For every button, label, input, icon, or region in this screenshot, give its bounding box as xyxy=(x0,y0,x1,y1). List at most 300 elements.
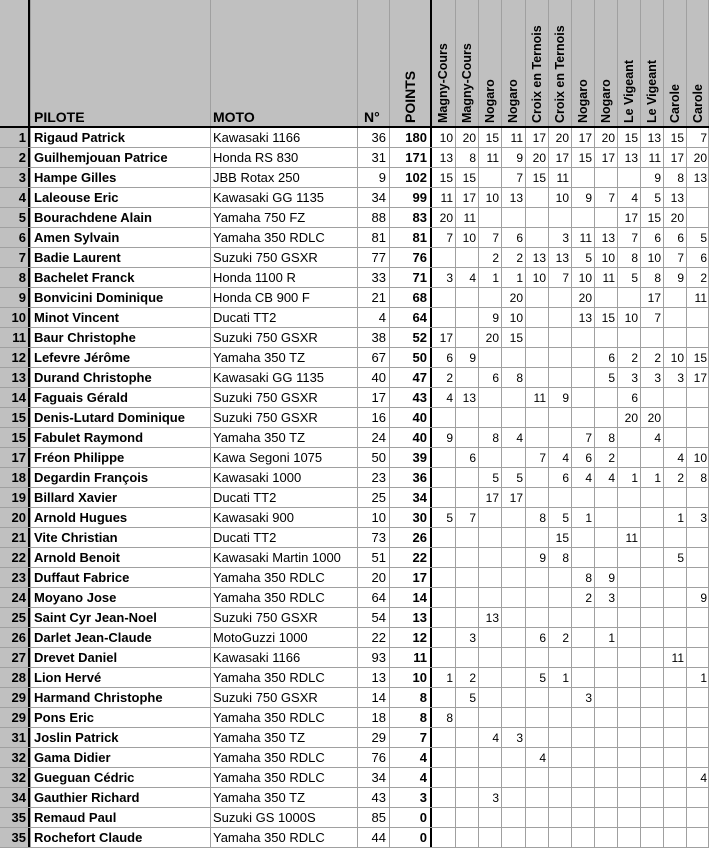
cell-race-7: 4 xyxy=(585,471,592,485)
cell-num: 23 xyxy=(371,470,386,485)
cell-race-6: 13 xyxy=(555,251,569,265)
cell-race-8: 5 xyxy=(608,371,615,385)
cell-race-5 xyxy=(525,768,548,788)
cell-race-3 xyxy=(478,668,501,688)
cell-race-8 xyxy=(594,668,617,688)
cell-race-11 xyxy=(663,288,686,308)
cell-pilote: Bonvicini Dominique xyxy=(34,290,164,305)
cell-race-5 xyxy=(525,708,548,728)
cell-race-1 xyxy=(431,788,455,808)
cell-race-1 xyxy=(431,688,455,708)
cell-race-12 xyxy=(686,328,709,348)
cell-rank: 10 xyxy=(11,310,26,325)
cell-race-1 xyxy=(431,468,455,488)
grid-hline xyxy=(0,387,709,388)
cell-points: 43 xyxy=(412,390,427,405)
cell-race-10 xyxy=(640,708,663,728)
cell-points: 99 xyxy=(412,190,427,205)
cell-rank: 4 xyxy=(18,190,26,205)
cell-race-4 xyxy=(501,508,525,528)
cell-race-6: 5 xyxy=(562,511,569,525)
cell-race-7: 8 xyxy=(585,571,592,585)
cell-points: 30 xyxy=(412,510,427,525)
cell-race-6 xyxy=(548,328,571,348)
cell-race-1: 8 xyxy=(446,711,453,725)
cell-race-11 xyxy=(663,568,686,588)
cell-race-8 xyxy=(594,748,617,768)
cell-num: 34 xyxy=(371,770,386,785)
cell-race-10 xyxy=(640,728,663,748)
cell-race-10: 8 xyxy=(654,271,661,285)
cell-race-10 xyxy=(640,688,663,708)
cell-pilote: Laleouse Eric xyxy=(34,190,119,205)
cell-rank: 3 xyxy=(18,170,26,185)
cell-race-8: 13 xyxy=(601,231,615,245)
cell-race-7 xyxy=(571,488,594,508)
cell-race-10 xyxy=(640,328,663,348)
cell-race-1 xyxy=(431,288,455,308)
cell-points: 14 xyxy=(412,590,427,605)
cell-points: 34 xyxy=(412,490,427,505)
cell-race-10: 7 xyxy=(654,311,661,325)
cell-race-6: 1 xyxy=(562,671,569,685)
cell-race-6 xyxy=(548,208,571,228)
cell-num: 25 xyxy=(371,490,386,505)
cell-race-8 xyxy=(594,708,617,728)
cell-race-4: 3 xyxy=(516,731,523,745)
cell-race-11: 3 xyxy=(677,371,684,385)
cell-race-5 xyxy=(525,828,548,848)
cell-pilote: Vite Christian xyxy=(34,530,118,545)
cell-race-7: 2 xyxy=(585,591,592,605)
cell-num: 31 xyxy=(371,150,386,165)
cell-race-2 xyxy=(455,288,478,308)
cell-race-11: 15 xyxy=(670,131,684,145)
cell-moto: Suzuki 750 GSXR xyxy=(213,410,318,425)
cell-race-9 xyxy=(617,508,640,528)
cell-race-9 xyxy=(617,668,640,688)
cell-race-7 xyxy=(571,728,594,748)
cell-race-3: 6 xyxy=(492,371,499,385)
cell-race-5 xyxy=(525,488,548,508)
cell-race-7: 11 xyxy=(579,231,592,245)
cell-rank: 12 xyxy=(11,350,26,365)
cell-race-1 xyxy=(431,548,455,568)
cell-race-6: 15 xyxy=(555,531,569,545)
cell-race-7: 10 xyxy=(578,271,592,285)
cell-rank: 18 xyxy=(11,470,26,485)
cell-race-4 xyxy=(501,808,525,828)
cell-race-5 xyxy=(525,208,548,228)
header-race-3: Nogaro xyxy=(483,79,497,123)
cell-race-12: 4 xyxy=(700,771,707,785)
cell-num: 34 xyxy=(371,190,386,205)
cell-race-4: 20 xyxy=(509,291,523,305)
cell-race-2 xyxy=(455,248,478,268)
cell-race-7 xyxy=(571,748,594,768)
cell-race-8: 8 xyxy=(608,431,615,445)
cell-race-1 xyxy=(431,248,455,268)
cell-points: 8 xyxy=(419,710,427,725)
cell-race-7 xyxy=(571,668,594,688)
cell-race-12 xyxy=(686,488,709,508)
cell-race-3 xyxy=(478,168,501,188)
cell-rank: 23 xyxy=(11,570,26,585)
cell-race-4: 2 xyxy=(516,251,523,265)
cell-race-10: 4 xyxy=(654,431,661,445)
cell-race-5: 17 xyxy=(532,131,546,145)
cell-race-3: 13 xyxy=(485,611,499,625)
cell-race-12: 5 xyxy=(700,231,707,245)
cell-pilote: Arnold Benoit xyxy=(34,550,120,565)
cell-race-4 xyxy=(501,348,525,368)
cell-race-12: 7 xyxy=(700,131,707,145)
cell-num: 17 xyxy=(371,390,386,405)
cell-race-10: 11 xyxy=(648,151,661,165)
cell-race-8 xyxy=(594,648,617,668)
cell-race-6: 3 xyxy=(562,231,569,245)
cell-moto: Yamaha 350 RDLC xyxy=(213,590,325,605)
cell-race-12 xyxy=(686,308,709,328)
cell-rank: 8 xyxy=(18,270,26,285)
cell-race-6: 10 xyxy=(555,191,569,205)
cell-race-5: 9 xyxy=(539,551,546,565)
grid-hline xyxy=(0,527,709,528)
header-pilote: PILOTE xyxy=(34,109,85,125)
cell-race-10: 17 xyxy=(647,291,661,305)
cell-rank: 9 xyxy=(18,290,26,305)
cell-race-9 xyxy=(617,548,640,568)
cell-race-4: 7 xyxy=(516,171,523,185)
cell-race-1: 10 xyxy=(439,131,453,145)
grid-hline xyxy=(0,427,709,428)
cell-pilote: Guilhemjouan Patrice xyxy=(34,150,168,165)
cell-race-1: 1 xyxy=(446,671,453,685)
cell-race-1 xyxy=(431,828,455,848)
cell-race-5 xyxy=(525,468,548,488)
cell-num: 77 xyxy=(371,250,386,265)
cell-moto: Kawasaki 1000 xyxy=(213,470,302,485)
header-points: POINTS xyxy=(402,70,418,123)
header-race-5: Croix en Ternois xyxy=(530,25,544,123)
cell-race-4: 5 xyxy=(516,471,523,485)
cell-pilote: Minot Vincent xyxy=(34,310,119,325)
cell-race-9 xyxy=(617,428,640,448)
cell-race-5 xyxy=(525,608,548,628)
header-moto: MOTO xyxy=(213,109,255,125)
cell-moto: Kawa Segoni 1075 xyxy=(213,450,323,465)
grid-hline xyxy=(0,667,709,668)
cell-race-7 xyxy=(571,628,594,648)
cell-race-7: 13 xyxy=(578,311,592,325)
cell-race-2: 3 xyxy=(469,631,476,645)
cell-num: 67 xyxy=(371,350,386,365)
header-race-9: Le Vigeant xyxy=(622,60,636,123)
cell-race-2 xyxy=(455,828,478,848)
cell-race-11: 9 xyxy=(677,271,684,285)
cell-race-8: 10 xyxy=(601,251,615,265)
cell-rank: 32 xyxy=(11,770,26,785)
cell-race-1: 3 xyxy=(446,271,453,285)
cell-race-5 xyxy=(525,328,548,348)
cell-points: 0 xyxy=(419,810,427,825)
cell-race-1: 11 xyxy=(440,191,453,205)
cell-race-5: 6 xyxy=(539,631,546,645)
cell-race-10: 2 xyxy=(654,351,661,365)
cell-race-10 xyxy=(640,508,663,528)
cell-race-8: 2 xyxy=(608,451,615,465)
cell-race-5: 13 xyxy=(532,251,546,265)
cell-race-2: 2 xyxy=(469,671,476,685)
cell-rank: 7 xyxy=(18,250,26,265)
cell-race-11: 20 xyxy=(670,211,684,225)
cell-race-6: 9 xyxy=(562,391,569,405)
cell-pilote: Denis-Lutard Dominique xyxy=(34,410,185,425)
grid-hline xyxy=(0,567,709,568)
cell-race-9: 7 xyxy=(631,231,638,245)
cell-moto: Yamaha 350 TZ xyxy=(213,730,306,745)
header-race-7: Nogaro xyxy=(576,79,590,123)
cell-race-3 xyxy=(478,768,501,788)
cell-pilote: Moyano Jose xyxy=(34,590,117,605)
cell-race-4: 10 xyxy=(509,311,523,325)
cell-race-2: 20 xyxy=(462,131,476,145)
cell-race-2 xyxy=(455,568,478,588)
cell-moto: Yamaha 350 TZ xyxy=(213,350,306,365)
cell-pilote: Lefevre Jérôme xyxy=(34,350,131,365)
cell-race-7 xyxy=(571,168,594,188)
cell-race-12: 9 xyxy=(700,591,707,605)
cell-rank: 32 xyxy=(11,750,26,765)
cell-race-4: 1 xyxy=(516,271,523,285)
cell-race-7 xyxy=(571,788,594,808)
cell-race-8: 15 xyxy=(601,311,615,325)
cell-race-5 xyxy=(525,568,548,588)
cell-race-10: 5 xyxy=(654,191,661,205)
grid-hline xyxy=(0,247,709,248)
cell-race-5: 4 xyxy=(539,751,546,765)
cell-points: 76 xyxy=(412,250,427,265)
cell-pilote: Durand Christophe xyxy=(34,370,152,385)
cell-num: 4 xyxy=(378,310,386,325)
cell-race-1 xyxy=(431,488,455,508)
cell-race-4: 15 xyxy=(509,331,523,345)
cell-points: 64 xyxy=(412,310,427,325)
cell-points: 26 xyxy=(412,530,427,545)
cell-pilote: Faguais Gérald xyxy=(34,390,128,405)
cell-race-7 xyxy=(571,328,594,348)
cell-race-6 xyxy=(548,748,571,768)
cell-num: 29 xyxy=(371,730,386,745)
cell-race-10 xyxy=(640,548,663,568)
cell-race-10 xyxy=(640,788,663,808)
cell-rank: 15 xyxy=(11,430,26,445)
cell-pilote: Rochefort Claude xyxy=(34,830,143,845)
cell-race-6: 8 xyxy=(562,551,569,565)
grid-hline-header xyxy=(0,126,709,128)
grid-hline xyxy=(0,207,709,208)
cell-race-8 xyxy=(594,728,617,748)
cell-race-4 xyxy=(501,588,525,608)
cell-race-6 xyxy=(548,588,571,608)
cell-race-2 xyxy=(455,548,478,568)
cell-race-5 xyxy=(525,368,548,388)
cell-pilote: Arnold Hugues xyxy=(34,510,128,525)
cell-rank: 1 xyxy=(18,130,26,145)
cell-num: 43 xyxy=(371,790,386,805)
cell-race-3 xyxy=(478,388,501,408)
cell-race-3: 3 xyxy=(492,791,499,805)
cell-race-10 xyxy=(640,568,663,588)
cell-moto: Yamaha 350 RDLC xyxy=(213,670,325,685)
cell-race-5: 8 xyxy=(539,511,546,525)
cell-race-6 xyxy=(548,828,571,848)
cell-race-3 xyxy=(478,208,501,228)
cell-race-12 xyxy=(686,708,709,728)
cell-num: 76 xyxy=(371,750,386,765)
cell-race-2: 11 xyxy=(463,211,476,225)
cell-pilote: Saint Cyr Jean-Noel xyxy=(34,610,157,625)
cell-race-8: 9 xyxy=(608,571,615,585)
cell-race-3: 9 xyxy=(492,311,499,325)
cell-race-12: 8 xyxy=(700,471,707,485)
cell-race-7 xyxy=(571,708,594,728)
cell-race-7 xyxy=(571,528,594,548)
cell-race-7: 6 xyxy=(585,451,592,465)
cell-points: 7 xyxy=(419,730,427,745)
cell-race-6 xyxy=(548,288,571,308)
cell-num: 14 xyxy=(371,690,386,705)
cell-points: 10 xyxy=(412,670,427,685)
cell-race-4 xyxy=(501,408,525,428)
cell-race-9: 20 xyxy=(624,411,638,425)
header-race-11: Carole xyxy=(668,84,682,123)
cell-race-9 xyxy=(617,728,640,748)
cell-race-12: 3 xyxy=(700,511,707,525)
cell-pilote: Remaud Paul xyxy=(34,810,117,825)
cell-race-11: 6 xyxy=(677,231,684,245)
grid-hline xyxy=(0,367,709,368)
cell-race-5 xyxy=(525,348,548,368)
cell-num: 21 xyxy=(371,290,386,305)
cell-race-2: 8 xyxy=(469,151,476,165)
cell-race-1: 15 xyxy=(439,171,453,185)
cell-race-11 xyxy=(663,828,686,848)
cell-race-1: 20 xyxy=(439,211,453,225)
cell-race-9: 15 xyxy=(624,131,638,145)
cell-rank: 17 xyxy=(11,450,26,465)
cell-race-4 xyxy=(501,748,525,768)
cell-race-6 xyxy=(548,708,571,728)
cell-race-4: 8 xyxy=(516,371,523,385)
grid-hline xyxy=(0,347,709,348)
cell-race-11: 7 xyxy=(677,251,684,265)
cell-race-1 xyxy=(431,648,455,668)
cell-race-11: 13 xyxy=(670,191,684,205)
cell-moto: Kawasaki GG 1135 xyxy=(213,370,325,385)
cell-num: 81 xyxy=(371,230,386,245)
cell-race-12 xyxy=(686,388,709,408)
cell-race-8 xyxy=(594,508,617,528)
cell-race-8: 17 xyxy=(601,151,615,165)
cell-race-8 xyxy=(594,688,617,708)
cell-race-12 xyxy=(686,828,709,848)
header-race-4: Nogaro xyxy=(506,79,520,123)
cell-pilote: Gama Didier xyxy=(34,750,111,765)
cell-race-7: 5 xyxy=(585,251,592,265)
cell-points: 171 xyxy=(405,150,427,165)
cell-race-8 xyxy=(594,408,617,428)
cell-race-12 xyxy=(686,568,709,588)
cell-race-4 xyxy=(501,688,525,708)
cell-race-10 xyxy=(640,828,663,848)
cell-moto: Yamaha 350 TZ xyxy=(213,430,306,445)
cell-race-7 xyxy=(571,768,594,788)
cell-race-11 xyxy=(663,768,686,788)
cell-race-5 xyxy=(525,428,548,448)
cell-race-11 xyxy=(663,788,686,808)
cell-race-2 xyxy=(455,708,478,728)
cell-race-8 xyxy=(594,528,617,548)
cell-race-6 xyxy=(548,768,571,788)
cell-race-8 xyxy=(594,768,617,788)
cell-pilote: Duffaut Fabrice xyxy=(34,570,130,585)
cell-pilote: Hampe Gilles xyxy=(34,170,117,185)
cell-race-3 xyxy=(478,628,501,648)
cell-race-7 xyxy=(571,808,594,828)
cell-race-3 xyxy=(478,348,501,368)
cell-race-5 xyxy=(525,788,548,808)
cell-race-10 xyxy=(640,388,663,408)
cell-race-11: 17 xyxy=(670,151,684,165)
cell-pilote: Gauthier Richard xyxy=(34,790,140,805)
cell-race-10 xyxy=(640,528,663,548)
cell-moto: Kawasaki Martin 1000 xyxy=(213,550,341,565)
cell-race-3 xyxy=(478,588,501,608)
cell-race-12 xyxy=(686,748,709,768)
cell-num: 54 xyxy=(371,610,386,625)
cell-race-12 xyxy=(686,648,709,668)
grid-hline xyxy=(0,187,709,188)
grid-hline xyxy=(0,627,709,628)
cell-rank: 20 xyxy=(11,510,26,525)
cell-race-10 xyxy=(640,808,663,828)
cell-num: 85 xyxy=(371,810,386,825)
cell-moto: Yamaha 350 TZ xyxy=(213,790,306,805)
cell-rank: 31 xyxy=(11,730,26,745)
cell-race-2 xyxy=(455,468,478,488)
cell-race-8 xyxy=(594,168,617,188)
cell-race-4 xyxy=(501,708,525,728)
cell-race-9: 13 xyxy=(624,151,638,165)
cell-moto: Suzuki 750 GSXR xyxy=(213,330,318,345)
cell-pilote: Harmand Christophe xyxy=(34,690,163,705)
cell-race-5 xyxy=(525,408,548,428)
cell-race-9 xyxy=(617,828,640,848)
cell-race-9 xyxy=(617,768,640,788)
cell-num: 50 xyxy=(371,450,386,465)
cell-num: 88 xyxy=(371,210,386,225)
cell-race-12 xyxy=(686,208,709,228)
cell-race-9 xyxy=(617,748,640,768)
cell-race-7 xyxy=(571,548,594,568)
cell-race-6 xyxy=(548,788,571,808)
cell-num: 93 xyxy=(371,650,386,665)
cell-race-6 xyxy=(548,728,571,748)
grid-hline xyxy=(0,827,709,828)
cell-race-5 xyxy=(525,728,548,748)
cell-rank: 35 xyxy=(11,830,26,845)
